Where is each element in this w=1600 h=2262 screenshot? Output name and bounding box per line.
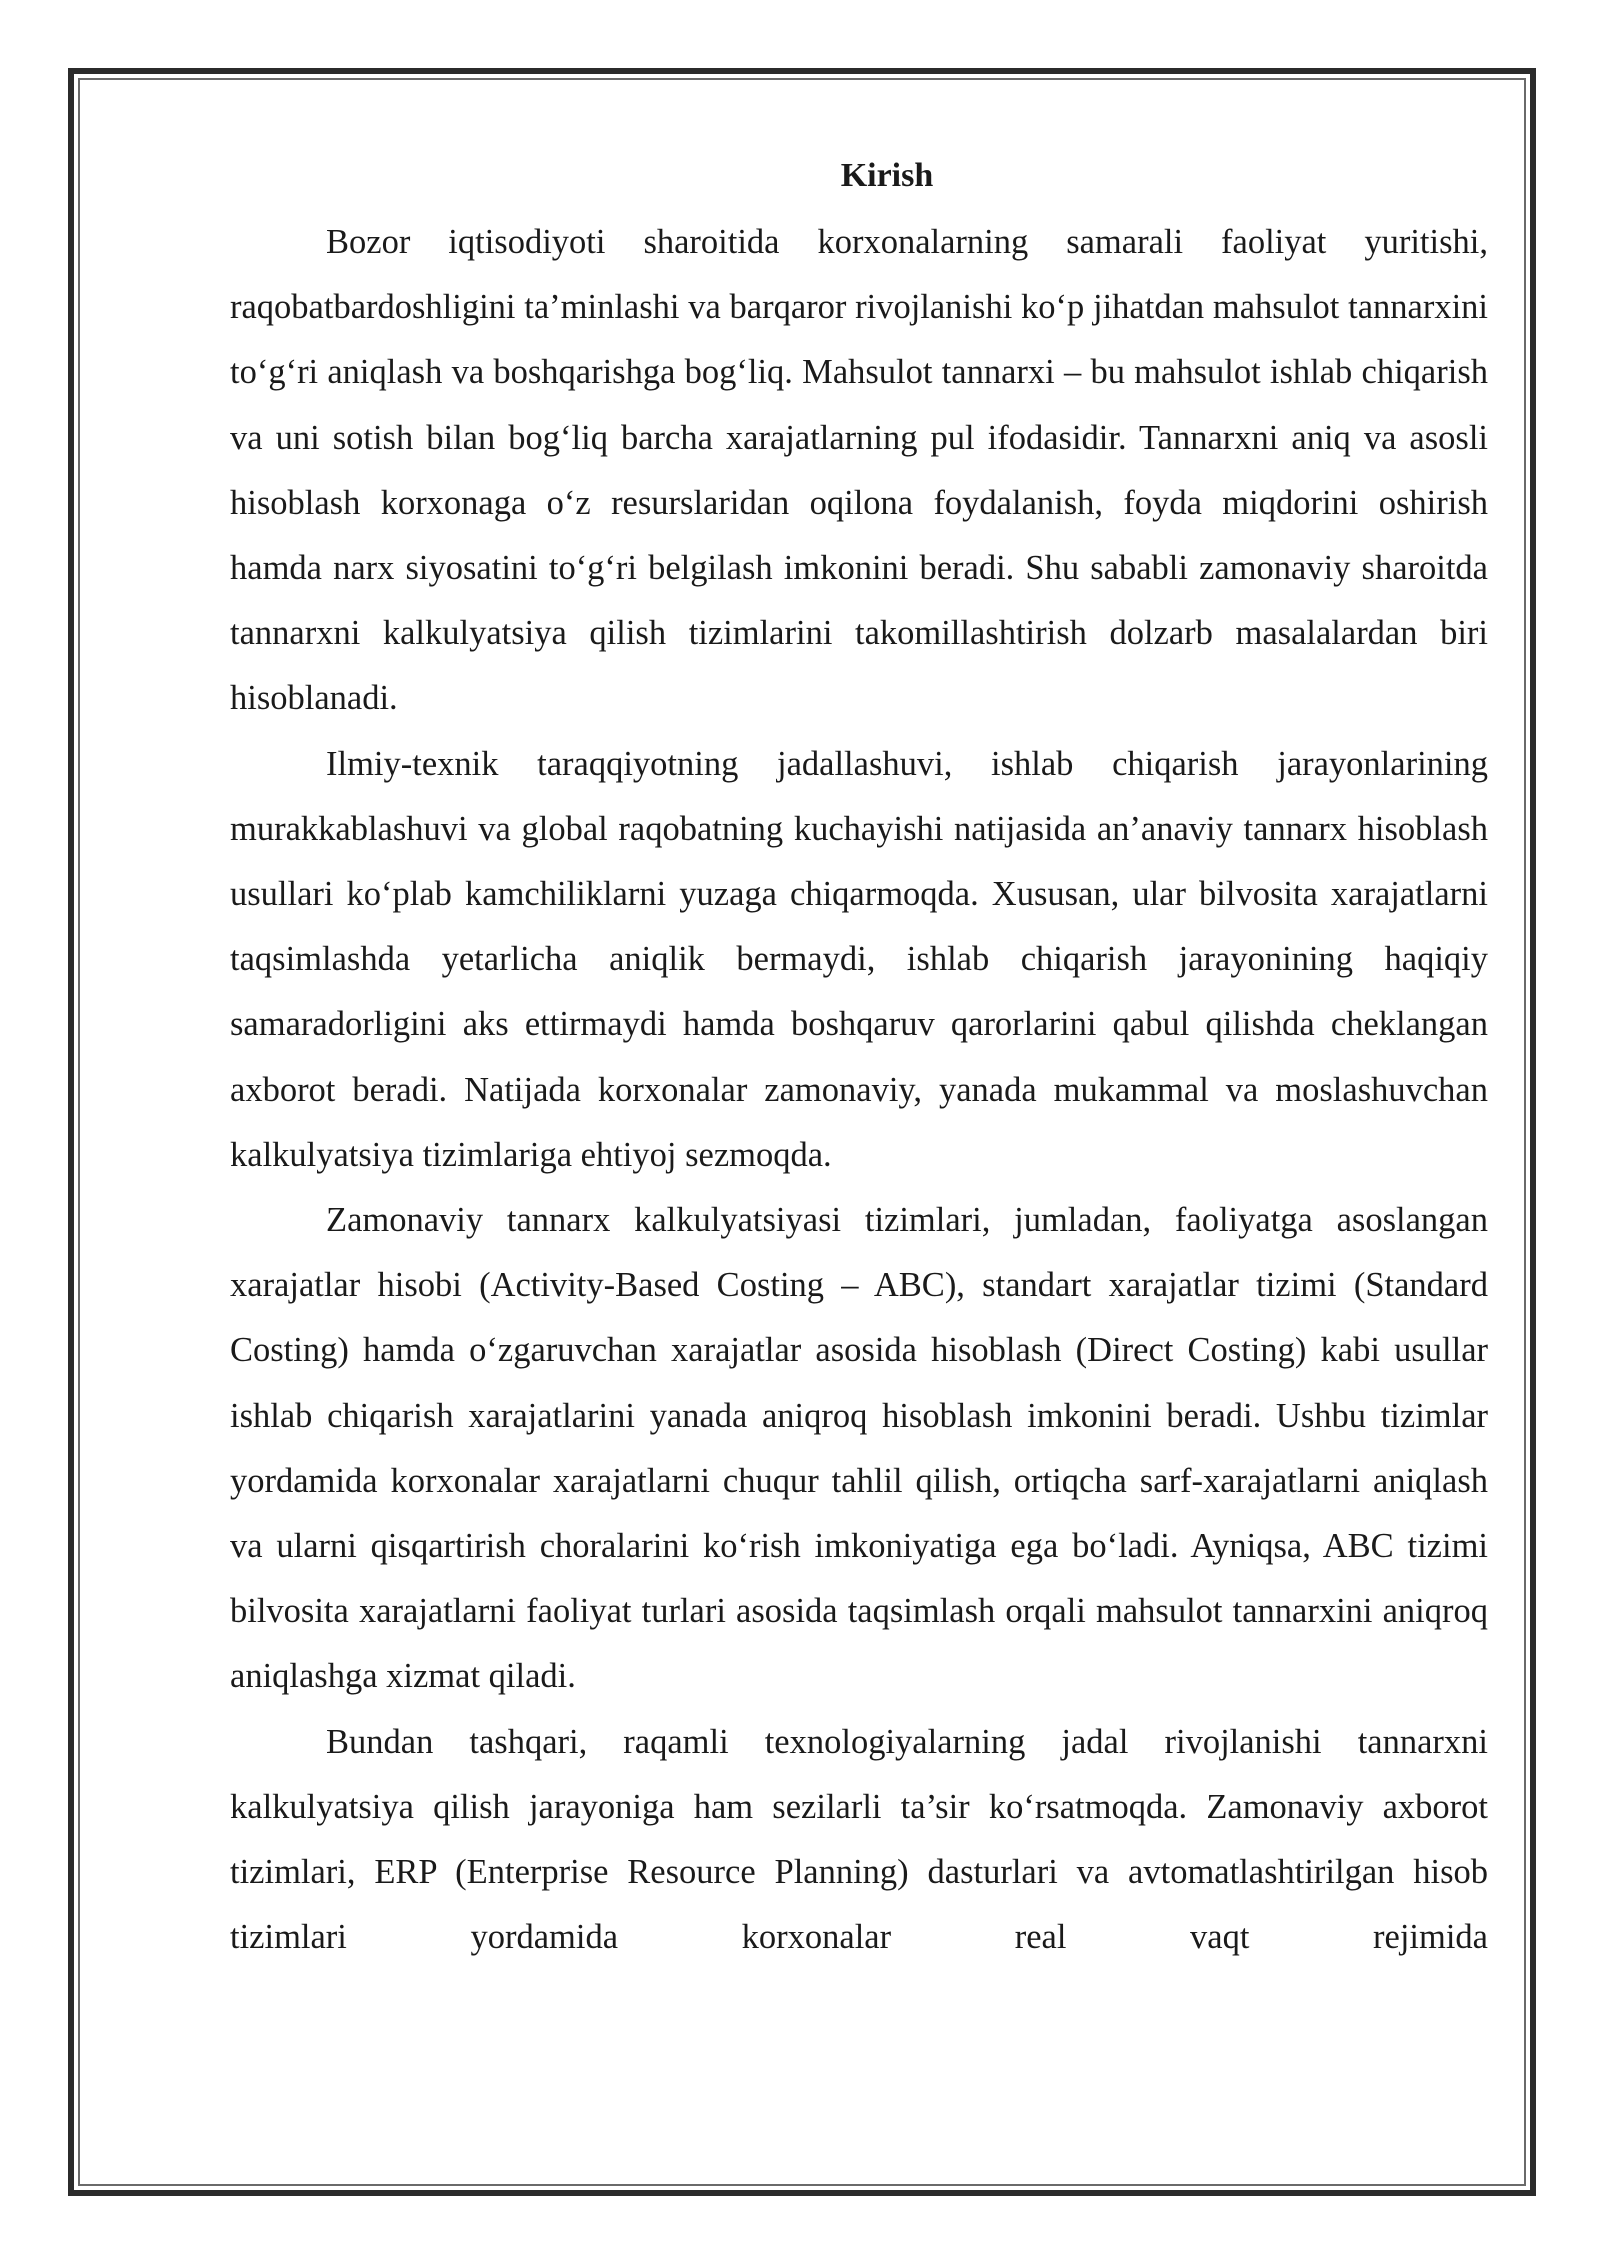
paragraph-4: Bundan tashqari, raqamli texnologiyalarning jadal rivojlanishi tannarxni kalkulyatsiya qilish jarayoniga ham sezilarli ta’sir ko‘rsatmoqda. Zamonaviy axborot tizimlari, ERP (Enterprise Resource Planning) dasturlari va avtomatlashtirilgan hisob tizimlari yordamida korxonalar real vaqt rejimida [230,1722,1488,1957]
paragraph-1: Bozor iqtisodiyoti sharoitida korxonalarning samarali faoliyat yuritishi, raqobatbardoshligini ta’minlashi va barqaror rivojlanishi ko‘p jihatdan mahsulot tannarxini to‘g‘ri aniqlash va boshqarishga bog‘liq. Mahsulot tannarxi – bu mahsulot ishlab chiqarish va uni sotish bilan bog‘liq barcha xarajatlarning pul ifodasidir. Tannarxni aniq va asosli hisoblash korxonaga o‘z resurslaridan oqilona foydalanish, foyda miqdorini oshirish hamda narx siyosatini to‘g‘ri belgilash imkonini beradi. Shu sababli zamonaviy sharoitda tannarxni kalkulyatsiya qilish tizimlarini takomillashtirish dolzarb masalalardan biri hisoblanadi. [230,223,1488,718]
document-body [230,145,1488,1970]
document-title: Kirish [840,157,934,194]
paragraph-3: Zamonaviy tannarx kalkulyatsiyasi tizimlari, jumladan, faoliyatga asoslangan xarajatlar hisobi (Activity-Based Costing – ABC), standart xarajatlar tizimi (Standard Costing) hamda o‘zgaruvchan xarajatlar asosida hisoblash (Direct Costing) kabi usullar ishlab chiqarish xarajatlarini yanada aniqroq hisoblash imkonini beradi. Ushbu tizimlar yordamida korxonalar xarajatlarni chuqur tahlil qilish, ortiqcha sarf-xarajatlarni aniqlash va ularni qisqartirish choralarini ko‘rish imkoniyatiga ega bo‘ladi. Ayniqsa, ABC tizimi bilvosita xarajatlarni faoliyat turlari asosida taqsimlash orqali mahsulot tannarxini aniqroq aniqlashga xizmat qiladi. [230,1201,1488,1696]
paragraph-2: Ilmiy-texnik taraqqiyotning jadallashuvi, ishlab chiqarish jarayonlarining murakkablashuvi va global raqobatning kuchayishi natijasida an’anaviy tannarx hisoblash usullari ko‘plab kamchiliklarni yuzaga chiqarmoqda. Xususan, ular bilvosita xarajatlarni taqsimlashda yetarlicha aniqlik bermaydi, ishlab chiqarish jarayonining haqiqiy samaradorligini aks ettirmaydi hamda boshqaruv qarorlarini qabul qilishda cheklangan axborot beradi. Natijada korxonalar zamonaviy, yanada mukammal va moslashuvchan kalkulyatsiya tizimlariga ehtiyoj sezmoqda. [230,744,1488,1174]
